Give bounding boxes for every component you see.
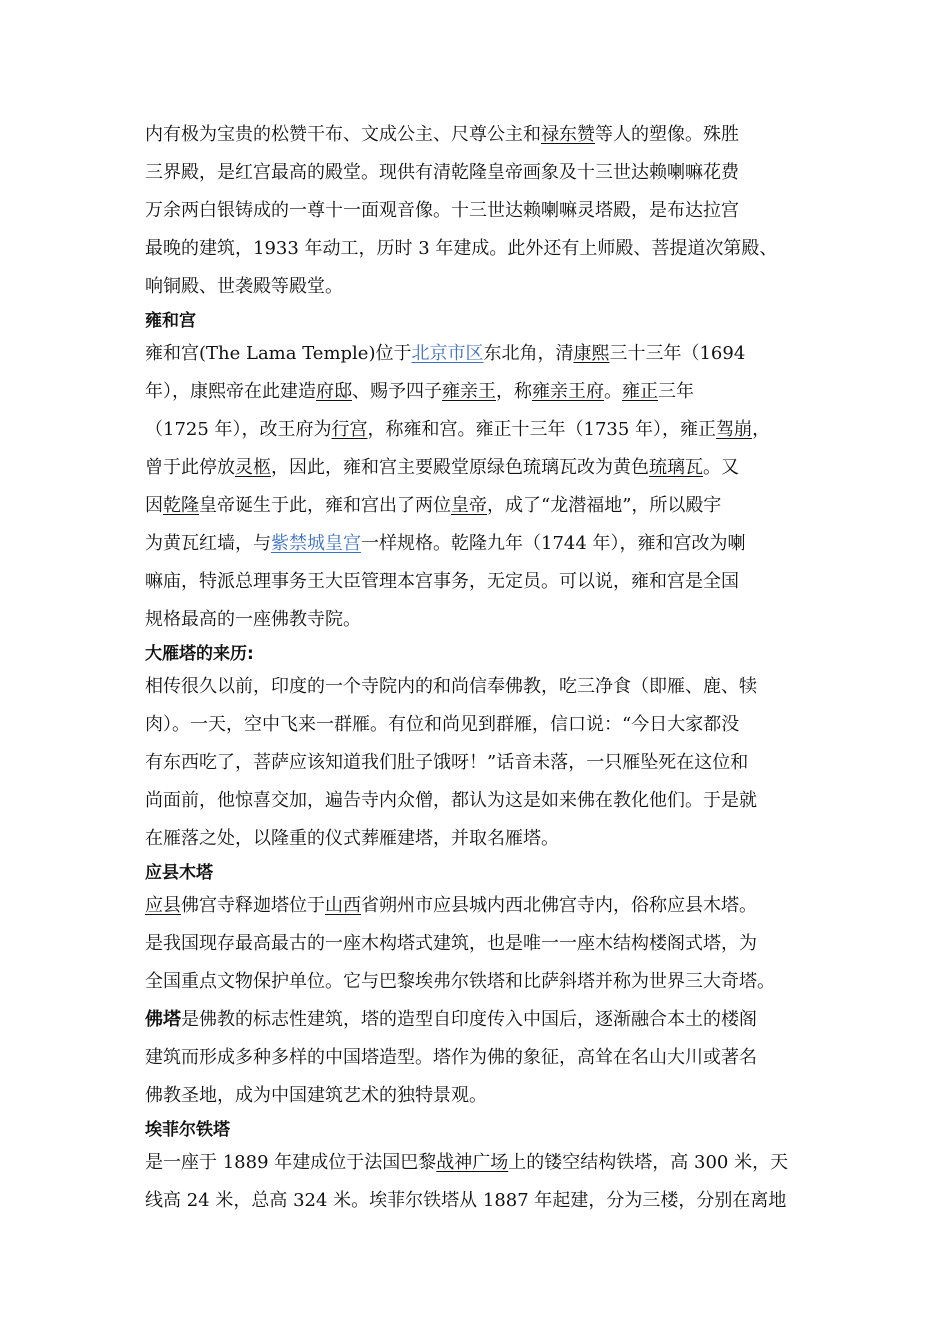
underlined-term: 战神广场 (436, 1152, 509, 1173)
text-run: 嘛庙，特派总理事务王大臣管理本宫事务，无定员。可以说，雍和宫是全国 (145, 571, 739, 592)
underlined-term: 皇帝 (451, 495, 487, 516)
text-run: 三界殿，是红宫最高的殿堂。现供有清乾隆皇帝画象及十三世达赖喇嘛花费 (145, 162, 739, 183)
section-heading-yingxian: 应县木塔 (145, 863, 213, 883)
underlined-term: 雍亲王府 (532, 381, 604, 402)
text-run: ，称 (496, 381, 532, 402)
underlined-term: 禄东赞 (541, 124, 595, 145)
text-line (145, 525, 825, 563)
text-line (145, 706, 825, 744)
document-page (145, 116, 825, 1220)
text-run: 为黄瓦红墙，与 (145, 533, 271, 554)
section-heading-eiffel: 埃菲尔铁塔 (145, 1120, 230, 1140)
text-run: 是一座于 1889 年建成位于法国巴黎 (145, 1152, 437, 1173)
underlined-term: 山西 (325, 895, 361, 916)
underlined-term: 康熙 (573, 343, 610, 364)
text-run: 。又 (703, 457, 739, 478)
underlined-term: 琉璃瓦 (649, 457, 703, 478)
text-line (145, 1039, 825, 1077)
text-run: 年），康熙帝在此建造 (145, 381, 316, 402)
hyperlink[interactable]: 北京市区 (411, 343, 484, 364)
text-line (145, 1001, 825, 1039)
text-run: （1725 年），改王府为 (145, 419, 332, 440)
underlined-term: 灵柩 (235, 457, 271, 478)
text-run: 有东西吃了，菩萨应该知道我们肚子饿呀！”话音未落，一只雁坠死在这位和 (145, 752, 749, 773)
text-run: 响铜殿、世袭殿等殿堂。 (145, 276, 343, 297)
text-run: 肉）。一天，空中飞来一群雁。有位和尚见到群雁，信口说：“今日大家都没 (145, 714, 740, 735)
text-run: 尚面前，他惊喜交加，遍告寺内众僧，都认为这是如来佛在教化他们。于是就 (145, 790, 757, 811)
text-run: 建筑而形成多种多样的中国塔造型。塔作为佛的象征，高耸在名山大川或著名 (145, 1047, 757, 1068)
text-run: 线高 24 米，总高 324 米。埃菲尔铁塔从 1887 年起建，分为三楼，分别在离地 (145, 1190, 787, 1211)
text-line (145, 373, 825, 411)
text-run: 省朔州市应县城内西北佛宫寺内，俗称应县木塔。 (361, 895, 757, 916)
text-line (145, 116, 825, 154)
text-run: ，因此，雍和宫主要殿堂原绿色琉璃瓦改为黄色 (271, 457, 649, 478)
section-heading-yonghegong: 雍和宫 (145, 311, 196, 331)
text-line (145, 782, 825, 820)
text-run: 佛教圣地，成为中国建筑艺术的独特景观。 (145, 1085, 487, 1106)
text-line (145, 601, 825, 639)
text-run: 、赐予四子 (352, 381, 442, 402)
text-run: 规格最高的一座佛教寺院。 (145, 609, 361, 630)
text-run: 内有极为宝贵的松赞干布、文成公主、尺尊公主和 (145, 124, 541, 145)
text-line (145, 1077, 825, 1115)
text-run: 三年 (658, 381, 694, 402)
text-run: 全国重点文物保护单位。它与巴黎埃弗尔铁塔和比萨斜塔并称为世界三大奇塔。 (145, 971, 775, 992)
text-run: 最晚的建筑，1933 年动工，历时 3 年建成。此外还有上师殿、菩提道次第殿、 (145, 238, 778, 259)
text-line (145, 487, 825, 525)
text-run: 等人的塑像。殊胜 (595, 124, 739, 145)
text-line (145, 268, 825, 306)
text-run: ，成了“龙潜福地”，所以殿宇 (487, 495, 722, 516)
text-run: ， (752, 419, 771, 440)
underlined-term: 雍正 (622, 381, 658, 402)
text-line (145, 192, 825, 230)
underlined-term: 雍亲王 (442, 381, 496, 402)
text-run: 雍和宫(The Lama Temple)位于 (145, 343, 412, 364)
text-line (145, 925, 825, 963)
section-heading-dayanta: 大雁塔的来历: (145, 644, 254, 664)
text-line (145, 154, 825, 192)
hyperlink[interactable]: 紫禁城皇宫 (271, 533, 361, 554)
text-run: 三十三年（1694 (609, 343, 746, 364)
text-line (145, 1182, 825, 1220)
text-run: 是我国现存最高最古的一座木构塔式建筑，也是唯一一座木结构楼阁式塔，为 (145, 933, 757, 954)
paragraph-yingxian (145, 887, 825, 1115)
text-line (145, 820, 825, 858)
underlined-term: 府邸 (316, 381, 352, 402)
text-run: 曾于此停放 (145, 457, 235, 478)
text-line (145, 1144, 825, 1182)
text-line (145, 963, 825, 1001)
text-line (145, 230, 825, 268)
paragraph-yonghegong (145, 335, 825, 639)
text-run: 是佛教的标志性建筑，塔的造型自印度传入中国后，逐渐融合本土的楼阁 (181, 1009, 757, 1030)
paragraph-dayanta (145, 668, 825, 858)
text-run: 。 (604, 381, 622, 402)
text-line (145, 449, 825, 487)
text-line (145, 668, 825, 706)
text-line (145, 411, 825, 449)
text-line (145, 335, 825, 373)
text-run: 佛宫寺释迦塔位于 (181, 895, 325, 916)
text-run: 因 (145, 495, 163, 516)
paragraph-p1 (145, 116, 825, 306)
text-line (145, 744, 825, 782)
text-run: 相传很久以前，印度的一个寺院内的和尚信奉佛教，吃三净食（即雁、鹿、犊 (145, 676, 757, 697)
text-line (145, 887, 825, 925)
underlined-term: 行宫 (331, 419, 368, 440)
underlined-term: 应县 (145, 895, 181, 916)
text-line (145, 563, 825, 601)
text-run: 东北角，清 (483, 343, 574, 364)
text-run: 上的镂空结构铁塔，高 300 米，天 (508, 1152, 789, 1173)
text-run: 万余两白银铸成的一尊十一面观音像。十三世达赖喇嘛灵塔殿，是布达拉宫 (145, 200, 739, 221)
underlined-term: 驾崩 (716, 419, 753, 440)
text-run: 皇帝诞生于此，雍和宫出了两位 (199, 495, 451, 516)
paragraph-eiffel (145, 1144, 825, 1220)
text-run: ，称雍和宫。雍正十三年（1735 年），雍正 (367, 419, 717, 440)
text-run: 一样规格。乾隆九年（1744 年），雍和宫改为喇 (361, 533, 746, 554)
text-run: 在雁落之处，以隆重的仪式葬雁建塔，并取名雁塔。 (145, 828, 559, 849)
bold-term: 佛塔 (145, 1009, 181, 1030)
underlined-term: 乾隆 (163, 495, 199, 516)
